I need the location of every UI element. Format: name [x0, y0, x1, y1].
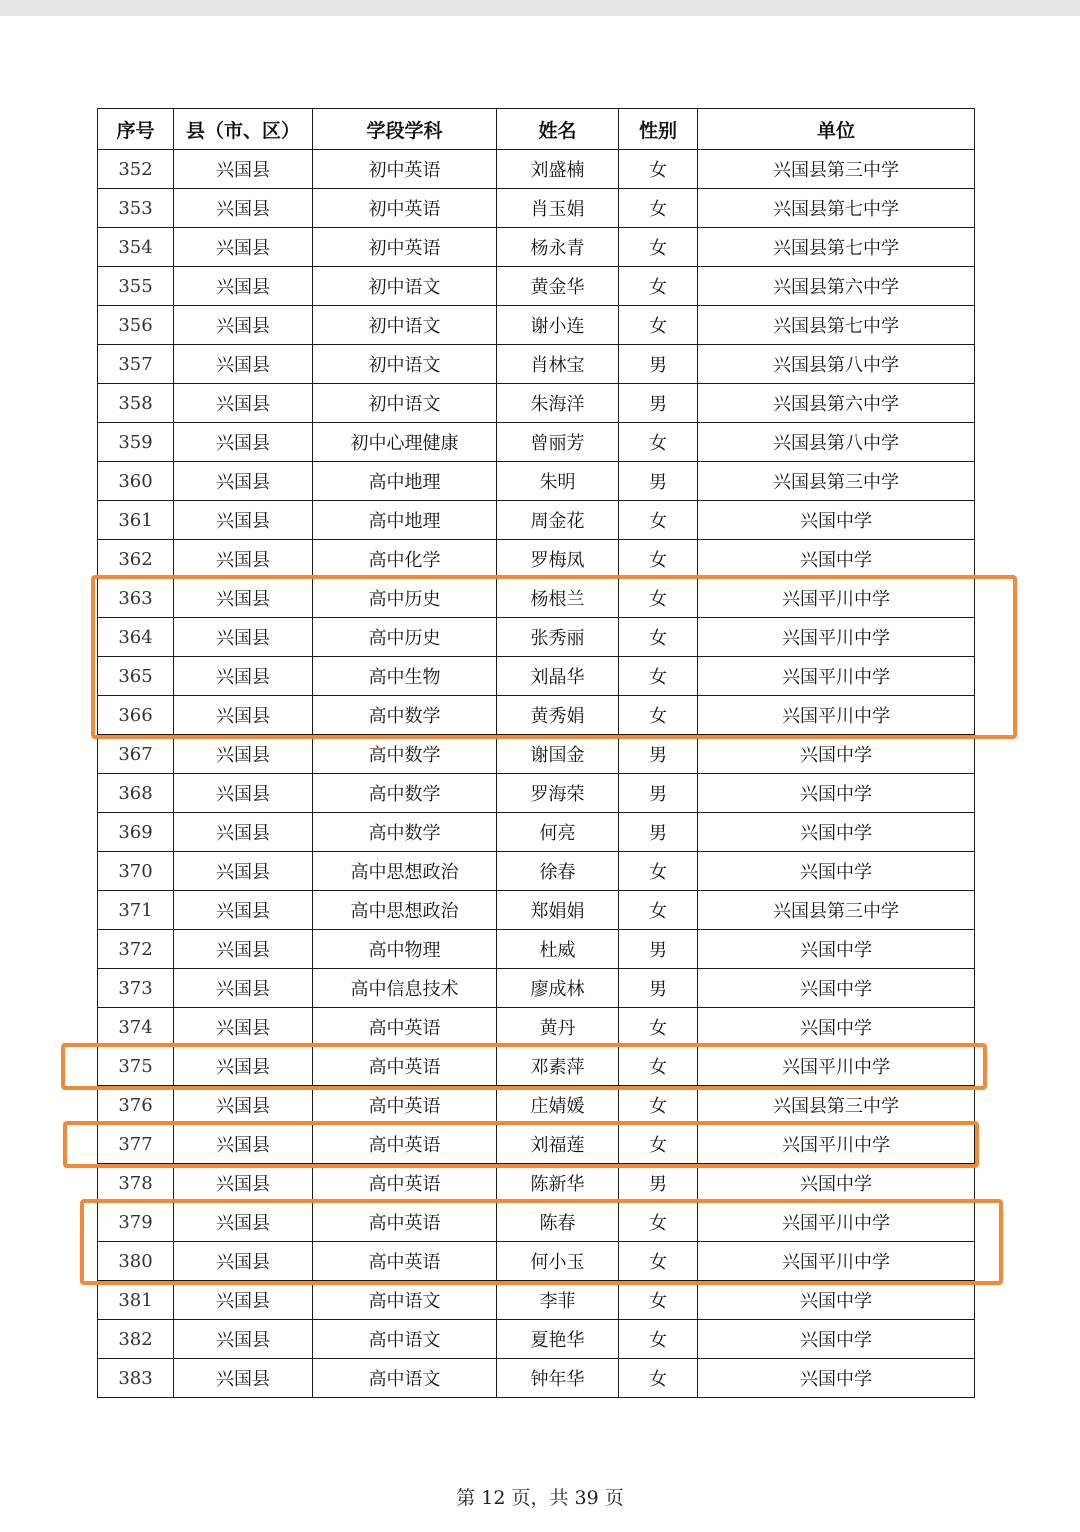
cell-unit: 兴国县第六中学: [698, 267, 975, 306]
cell-county: 兴国县: [174, 228, 313, 267]
cell-unit: 兴国中学: [698, 1164, 975, 1203]
cell-name: 邓素萍: [497, 1047, 619, 1086]
cell-subject: 高中英语: [313, 1047, 497, 1086]
table-row: [98, 423, 975, 462]
cell-county: 兴国县: [174, 1320, 313, 1359]
cell-county: 兴国县: [174, 774, 313, 813]
cell-id: 365: [98, 657, 174, 696]
cell-id: 353: [98, 189, 174, 228]
table-row: [98, 618, 975, 657]
cell-subject: 高中物理: [313, 930, 497, 969]
cell-county: 兴国县: [174, 345, 313, 384]
header-cell: 性别: [619, 109, 698, 150]
cell-subject: 初中英语: [313, 228, 497, 267]
table-row: [98, 462, 975, 501]
cell-unit: 兴国县第三中学: [698, 150, 975, 189]
cell-unit: 兴国中学: [698, 501, 975, 540]
cell-gender: 女: [619, 267, 698, 306]
cell-name: 杨根兰: [497, 579, 619, 618]
cell-subject: 高中英语: [313, 1164, 497, 1203]
cell-county: 兴国县: [174, 969, 313, 1008]
cell-name: 黄丹: [497, 1008, 619, 1047]
cell-subject: 高中数学: [313, 774, 497, 813]
cell-gender: 女: [619, 696, 698, 735]
cell-id: 354: [98, 228, 174, 267]
cell-unit: 兴国中学: [698, 852, 975, 891]
table-row: [98, 345, 975, 384]
cell-name: 黄秀娟: [497, 696, 619, 735]
cell-name: 夏艳华: [497, 1320, 619, 1359]
cell-county: 兴国县: [174, 618, 313, 657]
cell-gender: 女: [619, 579, 698, 618]
table-row: [98, 1164, 975, 1203]
cell-subject: 初中语文: [313, 267, 497, 306]
cell-unit: 兴国平川中学: [698, 618, 975, 657]
cell-subject: 高中化学: [313, 540, 497, 579]
cell-id: 379: [98, 1203, 174, 1242]
cell-county: 兴国县: [174, 1125, 313, 1164]
table-row: [98, 852, 975, 891]
cell-id: 381: [98, 1281, 174, 1320]
cell-gender: 男: [619, 384, 698, 423]
cell-name: 周金花: [497, 501, 619, 540]
cell-name: 何小玉: [497, 1242, 619, 1281]
cell-county: 兴国县: [174, 813, 313, 852]
cell-subject: 高中语文: [313, 1281, 497, 1320]
cell-county: 兴国县: [174, 462, 313, 501]
cell-name: 肖林宝: [497, 345, 619, 384]
table-row: [98, 735, 975, 774]
cell-unit: 兴国县第七中学: [698, 306, 975, 345]
table-row: [98, 1281, 975, 1320]
cell-county: 兴国县: [174, 1164, 313, 1203]
cell-name: 陈春: [497, 1203, 619, 1242]
cell-county: 兴国县: [174, 1086, 313, 1125]
cell-subject: 高中地理: [313, 501, 497, 540]
cell-gender: 男: [619, 462, 698, 501]
cell-name: 郑娟娟: [497, 891, 619, 930]
cell-gender: 男: [619, 969, 698, 1008]
cell-county: 兴国县: [174, 540, 313, 579]
table-row: [98, 1125, 975, 1164]
cell-id: 356: [98, 306, 174, 345]
cell-county: 兴国县: [174, 1281, 313, 1320]
cell-name: 庄婧媛: [497, 1086, 619, 1125]
header-cell: 学段学科: [313, 109, 497, 150]
cell-subject: 高中语文: [313, 1359, 497, 1398]
table-row: [98, 501, 975, 540]
cell-gender: 女: [619, 306, 698, 345]
header-cell: 县（市、区）: [174, 109, 313, 150]
cell-subject: 高中思想政治: [313, 852, 497, 891]
cell-subject: 高中思想政治: [313, 891, 497, 930]
cell-gender: 女: [619, 228, 698, 267]
cell-county: 兴国县: [174, 501, 313, 540]
cell-gender: 男: [619, 735, 698, 774]
cell-unit: 兴国平川中学: [698, 1203, 975, 1242]
table-header-row: [98, 109, 975, 150]
cell-id: 373: [98, 969, 174, 1008]
cell-unit: 兴国县第六中学: [698, 384, 975, 423]
table-row: [98, 579, 975, 618]
cell-subject: 初中语文: [313, 384, 497, 423]
cell-subject: 高中历史: [313, 579, 497, 618]
cell-subject: 初中语文: [313, 306, 497, 345]
cell-id: 371: [98, 891, 174, 930]
cell-unit: 兴国县第七中学: [698, 189, 975, 228]
cell-name: 何亮: [497, 813, 619, 852]
cell-subject: 高中英语: [313, 1086, 497, 1125]
cell-name: 廖成林: [497, 969, 619, 1008]
cell-gender: 女: [619, 1125, 698, 1164]
cell-gender: 女: [619, 1203, 698, 1242]
cell-id: 380: [98, 1242, 174, 1281]
cell-gender: 女: [619, 1320, 698, 1359]
table-row: [98, 1320, 975, 1359]
table-row: [98, 969, 975, 1008]
cell-unit: 兴国平川中学: [698, 696, 975, 735]
cell-id: 375: [98, 1047, 174, 1086]
cell-county: 兴国县: [174, 384, 313, 423]
cell-name: 黄金华: [497, 267, 619, 306]
cell-id: 361: [98, 501, 174, 540]
cell-name: 谢小连: [497, 306, 619, 345]
cell-unit: 兴国平川中学: [698, 1242, 975, 1281]
cell-name: 徐春: [497, 852, 619, 891]
cell-county: 兴国县: [174, 852, 313, 891]
cell-gender: 男: [619, 774, 698, 813]
cell-county: 兴国县: [174, 891, 313, 930]
cell-gender: 女: [619, 423, 698, 462]
cell-name: 罗梅凤: [497, 540, 619, 579]
cell-name: 张秀丽: [497, 618, 619, 657]
top-toolbar-strip: [0, 0, 1080, 16]
cell-id: 366: [98, 696, 174, 735]
cell-subject: 初中英语: [313, 150, 497, 189]
cell-unit: 兴国中学: [698, 1281, 975, 1320]
cell-name: 谢国金: [497, 735, 619, 774]
cell-county: 兴国县: [174, 1203, 313, 1242]
table-row: [98, 813, 975, 852]
cell-county: 兴国县: [174, 189, 313, 228]
cell-id: 376: [98, 1086, 174, 1125]
cell-name: 朱明: [497, 462, 619, 501]
cell-unit: 兴国平川中学: [698, 579, 975, 618]
cell-county: 兴国县: [174, 579, 313, 618]
header-cell: 序号: [98, 109, 174, 150]
cell-county: 兴国县: [174, 1359, 313, 1398]
table-row: [98, 930, 975, 969]
cell-county: 兴国县: [174, 1242, 313, 1281]
cell-gender: 女: [619, 618, 698, 657]
cell-subject: 高中信息技术: [313, 969, 497, 1008]
cell-subject: 高中历史: [313, 618, 497, 657]
cell-id: 374: [98, 1008, 174, 1047]
cell-id: 355: [98, 267, 174, 306]
table-row: [98, 657, 975, 696]
cell-subject: 高中英语: [313, 1008, 497, 1047]
cell-id: 358: [98, 384, 174, 423]
table-row: [98, 1047, 975, 1086]
cell-gender: 女: [619, 891, 698, 930]
cell-name: 刘晶华: [497, 657, 619, 696]
cell-gender: 男: [619, 1164, 698, 1203]
cell-county: 兴国县: [174, 735, 313, 774]
cell-id: 372: [98, 930, 174, 969]
cell-county: 兴国县: [174, 1008, 313, 1047]
cell-unit: 兴国中学: [698, 1320, 975, 1359]
table-row: [98, 267, 975, 306]
cell-gender: 女: [619, 1281, 698, 1320]
cell-id: 377: [98, 1125, 174, 1164]
cell-unit: 兴国县第三中学: [698, 891, 975, 930]
cell-gender: 女: [619, 1008, 698, 1047]
cell-county: 兴国县: [174, 423, 313, 462]
cell-subject: 初中心理健康: [313, 423, 497, 462]
table-row: [98, 384, 975, 423]
cell-name: 罗海荣: [497, 774, 619, 813]
cell-name: 李菲: [497, 1281, 619, 1320]
cell-id: 362: [98, 540, 174, 579]
cell-subject: 初中语文: [313, 345, 497, 384]
cell-id: 370: [98, 852, 174, 891]
cell-id: 382: [98, 1320, 174, 1359]
cell-id: 357: [98, 345, 174, 384]
cell-gender: 女: [619, 1359, 698, 1398]
cell-subject: 初中英语: [313, 189, 497, 228]
table-row: [98, 1242, 975, 1281]
cell-unit: 兴国中学: [698, 735, 975, 774]
cell-unit: 兴国平川中学: [698, 1125, 975, 1164]
cell-unit: 兴国中学: [698, 930, 975, 969]
cell-id: 383: [98, 1359, 174, 1398]
cell-id: 359: [98, 423, 174, 462]
cell-gender: 男: [619, 345, 698, 384]
cell-unit: 兴国平川中学: [698, 657, 975, 696]
cell-unit: 兴国中学: [698, 1359, 975, 1398]
cell-gender: 女: [619, 150, 698, 189]
cell-name: 曾丽芳: [497, 423, 619, 462]
table-row: [98, 1203, 975, 1242]
cell-id: 364: [98, 618, 174, 657]
table-body: [98, 150, 975, 1398]
cell-subject: 高中语文: [313, 1320, 497, 1359]
table-row: [98, 1008, 975, 1047]
page-number: 第 12 页，共 39 页: [456, 1487, 624, 1509]
cell-county: 兴国县: [174, 267, 313, 306]
table-row: [98, 696, 975, 735]
cell-county: 兴国县: [174, 930, 313, 969]
cell-name: 朱海洋: [497, 384, 619, 423]
cell-name: 肖玉娟: [497, 189, 619, 228]
cell-gender: 女: [619, 540, 698, 579]
cell-name: 陈新华: [497, 1164, 619, 1203]
table-row: [98, 540, 975, 579]
table-row: [98, 306, 975, 345]
cell-id: 368: [98, 774, 174, 813]
table-row: [98, 1359, 975, 1398]
header-cell: 单位: [698, 109, 975, 150]
cell-name: 杨永青: [497, 228, 619, 267]
cell-id: 378: [98, 1164, 174, 1203]
cell-subject: 高中英语: [313, 1203, 497, 1242]
cell-subject: 高中数学: [313, 813, 497, 852]
cell-gender: 女: [619, 1242, 698, 1281]
cell-gender: 女: [619, 189, 698, 228]
cell-id: 369: [98, 813, 174, 852]
table-row: [98, 189, 975, 228]
cell-gender: 女: [619, 501, 698, 540]
roster-table: [97, 108, 975, 1398]
cell-unit: 兴国中学: [698, 774, 975, 813]
cell-id: 360: [98, 462, 174, 501]
cell-gender: 女: [619, 1086, 698, 1125]
cell-county: 兴国县: [174, 150, 313, 189]
cell-unit: 兴国中学: [698, 540, 975, 579]
cell-name: 钟年华: [497, 1359, 619, 1398]
cell-unit: 兴国县第七中学: [698, 228, 975, 267]
cell-county: 兴国县: [174, 657, 313, 696]
cell-subject: 高中英语: [313, 1242, 497, 1281]
cell-unit: 兴国中学: [698, 969, 975, 1008]
cell-unit: 兴国县第三中学: [698, 1086, 975, 1125]
table-row: [98, 774, 975, 813]
cell-id: 352: [98, 150, 174, 189]
cell-subject: 高中数学: [313, 696, 497, 735]
cell-subject: 高中英语: [313, 1125, 497, 1164]
cell-subject: 高中生物: [313, 657, 497, 696]
cell-gender: 男: [619, 930, 698, 969]
cell-subject: 高中数学: [313, 735, 497, 774]
cell-gender: 女: [619, 657, 698, 696]
table-row: [98, 228, 975, 267]
cell-name: 刘盛楠: [497, 150, 619, 189]
cell-unit: 兴国平川中学: [698, 1047, 975, 1086]
cell-county: 兴国县: [174, 1047, 313, 1086]
cell-gender: 男: [619, 813, 698, 852]
cell-subject: 高中地理: [313, 462, 497, 501]
cell-county: 兴国县: [174, 306, 313, 345]
header-cell: 姓名: [497, 109, 619, 150]
cell-id: 363: [98, 579, 174, 618]
cell-unit: 兴国中学: [698, 1008, 975, 1047]
cell-gender: 女: [619, 1047, 698, 1086]
cell-name: 杜威: [497, 930, 619, 969]
table-row: [98, 891, 975, 930]
cell-unit: 兴国中学: [698, 813, 975, 852]
table-row: [98, 1086, 975, 1125]
cell-unit: 兴国县第八中学: [698, 423, 975, 462]
cell-unit: 兴国县第八中学: [698, 345, 975, 384]
cell-unit: 兴国县第三中学: [698, 462, 975, 501]
cell-gender: 女: [619, 852, 698, 891]
cell-id: 367: [98, 735, 174, 774]
cell-county: 兴国县: [174, 696, 313, 735]
cell-name: 刘福莲: [497, 1125, 619, 1164]
table-row: [98, 150, 975, 189]
